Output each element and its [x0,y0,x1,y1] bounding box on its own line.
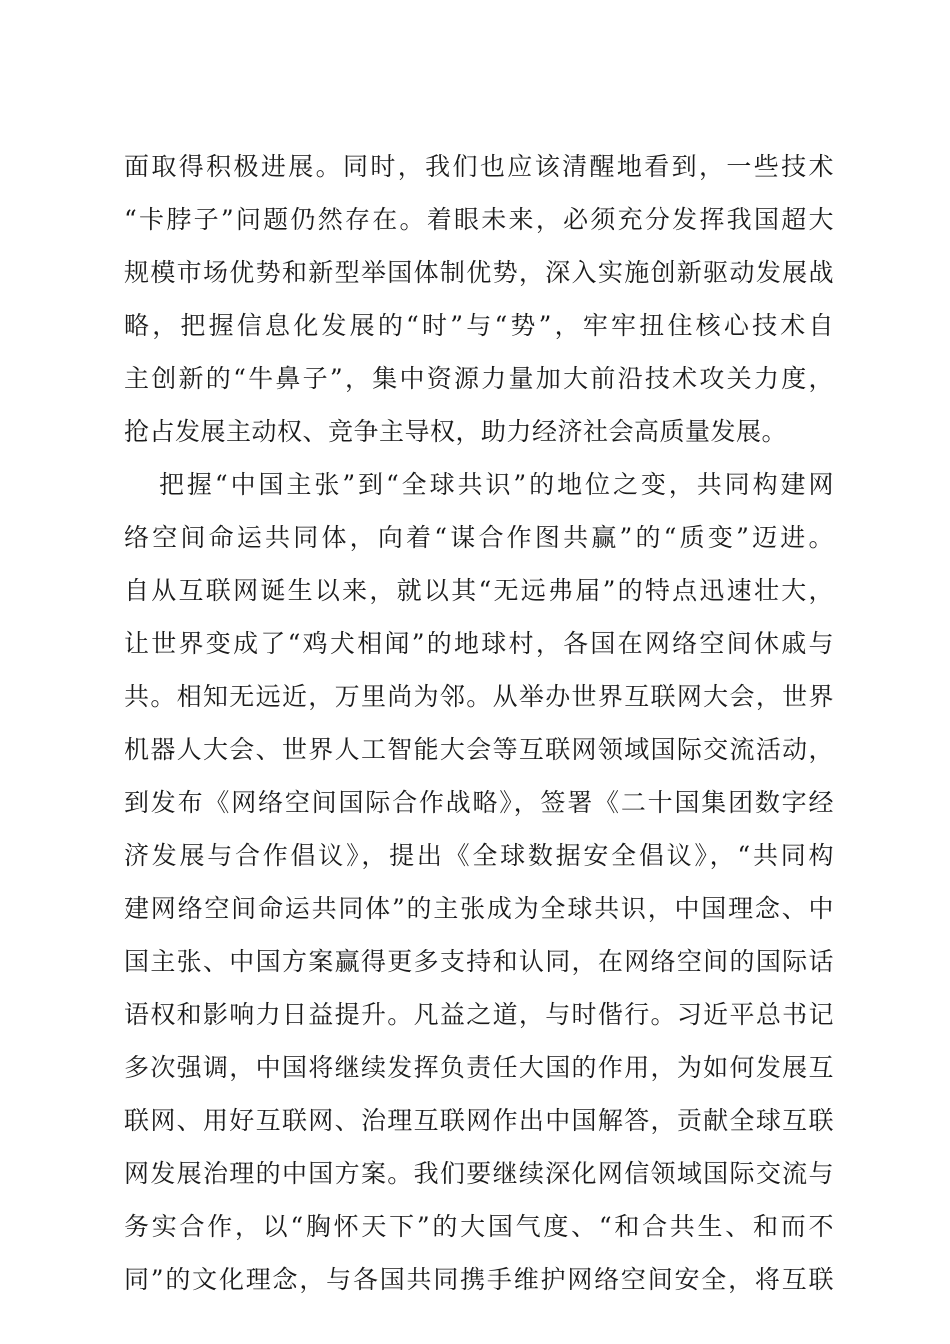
text-line: 多次强调，中国将继续发挥负责任大国的作用，为如何发展互 [124,1053,834,1082]
text-line: 共。相知无远近，万里尚为邻。从举办世界互联网大会，世界 [124,682,834,711]
paragraph-first-line: 把握“中国主张”到“全球共识”的地位之变，共同构建网 [159,470,834,499]
text-line: 主创新的“牛鼻子”，集中资源力量加大前沿技术攻关力度， [124,364,834,393]
text-line: 机器人大会、世界人工智能大会等互联网领域国际交流活动， [124,735,834,764]
text-line: 面取得积极进展。同时，我们也应该清醒地看到，一些技术 [124,152,834,181]
text-line: 网发展治理的中国方案。我们要继续深化网信领域国际交流与 [124,1159,834,1188]
text-line: 抢占发展主动权、竞争主导权，助力经济社会高质量发展。 [124,417,788,446]
text-line: “卡脖子”问题仍然存在。着眼未来，必须充分发挥我国超大 [124,205,834,234]
text-line: 务实合作，以“胸怀天下”的大国气度、“和合共生、和而不 [124,1212,834,1241]
text-line: 同”的文化理念，与各国共同携手维护网络空间安全，将互联 [124,1265,834,1294]
text-line: 让世界变成了“鸡犬相闻”的地球村，各国在网络空间休戚与 [124,629,834,658]
text-line: 语权和影响力日益提升。凡益之道，与时偕行。习近平总书记 [124,1000,834,1029]
text-line: 略，把握信息化发展的“时”与“势”，牢牢扭住核心技术自 [124,311,834,340]
text-line: 络空间命运共同体，向着“谋合作图共赢”的“质变”迈进。 [124,523,834,552]
text-line: 到发布《网络空间国际合作战略》，签署《二十国集团数字经 [124,788,834,817]
body-text [124,140,834,1306]
text-line: 建网络空间命运共同体”的主张成为全球共识，中国理念、中 [124,894,834,923]
text-line: 规模市场优势和新型举国体制优势，深入实施创新驱动发展战 [124,258,834,287]
text-line: 自从互联网诞生以来，就以其“无远弗届”的特点迅速壮大， [124,576,834,605]
text-line: 国主张、中国方案赢得更多支持和认同，在网络空间的国际话 [124,947,834,976]
text-line: 济发展与合作倡议》，提出《全球数据安全倡议》，“共同构 [124,841,834,870]
text-line: 联网、用好互联网、治理互联网作出中国解答，贡献全球互联 [124,1106,834,1135]
